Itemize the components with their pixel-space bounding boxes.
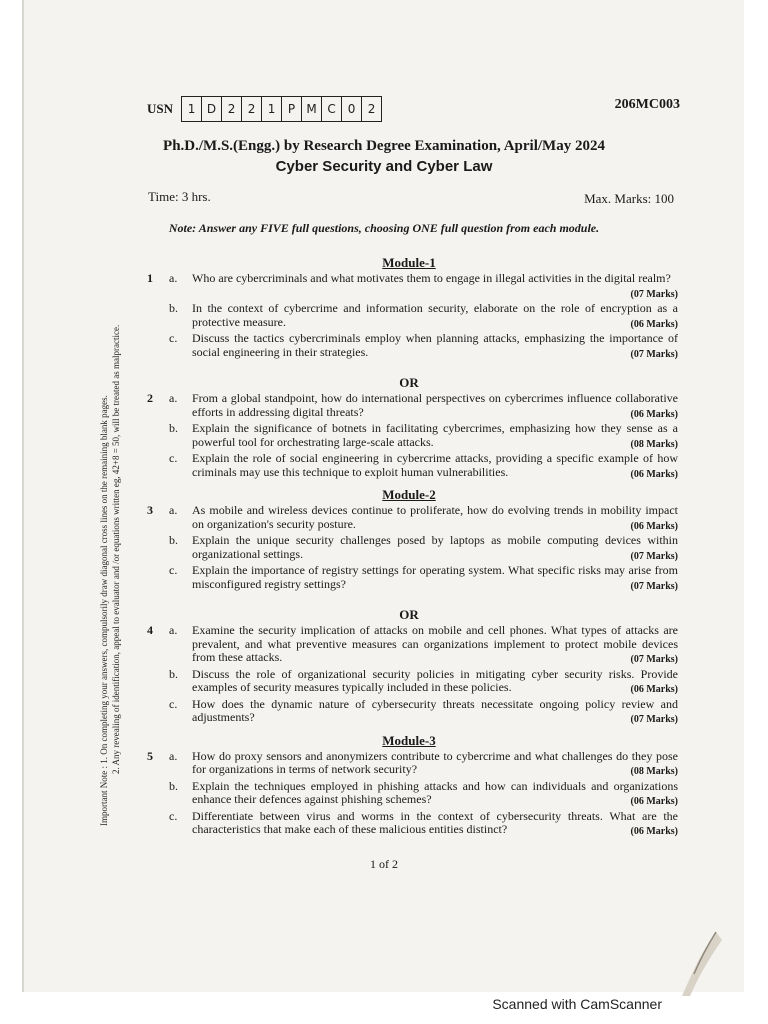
marks-label: (06 Marks) [630,520,678,532]
question-text: How do proxy sensors and anonymizers contribute to cybercrime and what challenges do they pose for organizations in terms of network security? [192,748,678,776]
or-separator: OR [399,607,419,622]
question-part [140,624,678,667]
part-letter: b. [169,533,178,547]
question-text: Explain the unique security challenges posed by laptops as mobile computing devices within organizational settings. [192,533,678,561]
question-text-wrap [192,452,678,479]
usn-box: 0 [342,97,362,121]
question-part [140,564,678,593]
exam-duration: Time: 3 hrs. [148,189,211,204]
usn-label: USN [147,101,174,116]
question-text: Discuss the role of organizational security policies in mitigating cyber security risks. Provide examples of security measures typically included in these policies. [192,666,678,694]
marks-label: (06 Marks) [630,684,678,695]
question-text-wrap [192,302,678,329]
usn-box: 2 [222,97,242,121]
question-number: 3 [147,503,153,517]
marks-label: (06 Marks) [630,796,678,807]
question-text-wrap [192,698,678,725]
question-part [140,698,678,727]
question-text-wrap [192,534,678,561]
question-text: Explain the role of social engineering in cybercrime attacks, providing a specific example of how criminals may use this technique to exploit human vulnerabilities. [192,451,678,479]
module-heading: Module-1 [382,255,436,270]
part-letter: b. [169,778,178,793]
part-letter: a. [169,623,178,637]
page-number: 1 of 2 [370,857,398,871]
part-letter: c. [169,696,178,711]
question-part [140,422,678,451]
question-part [140,810,678,839]
instructions-note: Note: Answer any FIVE full questions, choosing ONE full question from each module. [168,221,600,235]
part-letter: c. [169,563,178,577]
question-part [140,750,678,779]
marks-label: (08 Marks) [630,766,678,777]
question-part [140,780,678,809]
question-number: 4 [147,623,153,637]
question-part [140,332,678,361]
question-part [140,392,678,421]
question-text: Explain the techniques employed in phishing attacks and how can individuals and organizations enhance their defences against phishing schemes? [192,778,678,806]
question-part [140,668,678,697]
side-note-line-1: Important Note : 1. On completing your answers, compulsorily draw diagonal cross lines on the remaining blank pages. [99,395,109,826]
question-text-wrap [192,271,678,300]
question-text: Explain the significance of botnets in facilitating cybercrimes, emphasizing how they sense as a powerful tool for orchestrating large-scale attacks. [192,421,678,449]
question-text: In the context of cybercrime and information security, elaborate on the role of encryption as a protective measure. [192,301,678,329]
usn-box: 1 [182,97,202,121]
camscanner-watermark: Scanned with CamScanner [492,996,662,1012]
marks-label: (06 Marks) [630,826,678,837]
side-note-line-2: 2. Any revealing of identification, appeal to evaluator and /or equations written eg, 42+8 = 50, will be treated as malpractice. [111,324,121,774]
question-part [140,504,678,533]
question-number: 2 [147,391,153,405]
question-text: As mobile and wireless devices continue to proliferate, how do evolving trends in mobility impact on organization's security posture. [192,503,678,531]
questions-area [140,249,678,840]
part-letter: b. [169,301,178,315]
question-text: Explain the importance of registry settings for operating system. What specific risks may arise from misconfigured registry settings? [192,563,678,591]
or-separator: OR [399,375,419,390]
part-letter: a. [169,391,178,405]
usn-box: 2 [242,97,262,121]
question-text: From a global standpoint, how do international perspectives on cybercrimes influence collaborative efforts in addressing digital threats? [192,391,678,419]
question-number: 1 [147,271,153,285]
question-part [140,534,678,563]
usn-row [147,96,382,122]
question-text: Differentiate between virus and worms in the context of cybersecurity threats. What are the characteristics that make each of these malicious entities distinct? [192,808,678,836]
question-text: Examine the security implication of attacks on mobile and cell phones. What types of attacks are prevalent, and what preventive measures can organizations implement to protect mobile devices from these attacks. [192,623,678,664]
question-text-wrap [192,624,678,665]
question-text-wrap [192,504,678,531]
marks-label: (07 Marks) [630,550,678,562]
usn-boxes [181,96,382,122]
marks-label: (06 Marks) [630,468,678,480]
marks-label: (06 Marks) [630,318,678,330]
subject-title: Cyber Security and Cyber Law [275,158,493,175]
marks-label: (07 Marks) [630,288,678,300]
question-text-wrap [192,810,678,837]
question-number: 5 [147,748,153,763]
question-text: Who are cybercriminals and what motivates them to engage in illegal activities in the digital realm? [192,271,671,285]
part-letter: b. [169,421,178,435]
question-text: How does the dynamic nature of cybersecurity threats necessitate ongoing policy review and adjustments? [192,696,678,724]
usn-box: P [282,97,302,121]
question-part [140,302,678,331]
marks-label: (07 Marks) [630,348,678,360]
question-text: Discuss the tactics cybercriminals employ when planning attacks, emphasizing the importance of social engineering in their strategies. [192,331,678,359]
question-part [140,452,678,481]
module-heading: Module-3 [382,732,436,748]
usn-box: 1 [262,97,282,121]
part-letter: c. [169,331,178,345]
usn-box: D [202,97,222,121]
side-important-note [98,236,122,826]
marks-label: (07 Marks) [630,580,678,592]
question-text-wrap [192,750,678,777]
marks-label: (06 Marks) [630,408,678,420]
part-letter: c. [169,808,178,823]
marks-label: (08 Marks) [630,438,678,450]
usn-box: 2 [367,102,376,116]
max-marks: Max. Marks: 100 [584,191,674,206]
question-text-wrap [192,392,678,419]
part-letter: a. [169,503,178,517]
question-text-wrap [192,780,678,807]
marks-label: (07 Marks) [630,654,678,665]
marks-label: (07 Marks) [630,714,678,725]
usn-box: C [322,97,342,121]
part-letter: b. [169,666,178,681]
question-part [140,272,678,301]
question-text-wrap [192,422,678,449]
module-heading: Module-2 [382,487,436,502]
question-text-wrap [192,332,678,359]
part-letter: a. [169,271,178,285]
usn-box: M [302,97,322,121]
part-letter: a. [169,748,178,763]
question-text-wrap [192,564,678,591]
part-letter: c. [169,451,178,465]
question-text-wrap [192,668,678,695]
page-curl-icon [656,930,726,1000]
course-code: 206MC003 [614,97,680,112]
exam-title: Ph.D./M.S.(Engg.) by Research Degree Examination, April/May 2024 [163,138,605,154]
